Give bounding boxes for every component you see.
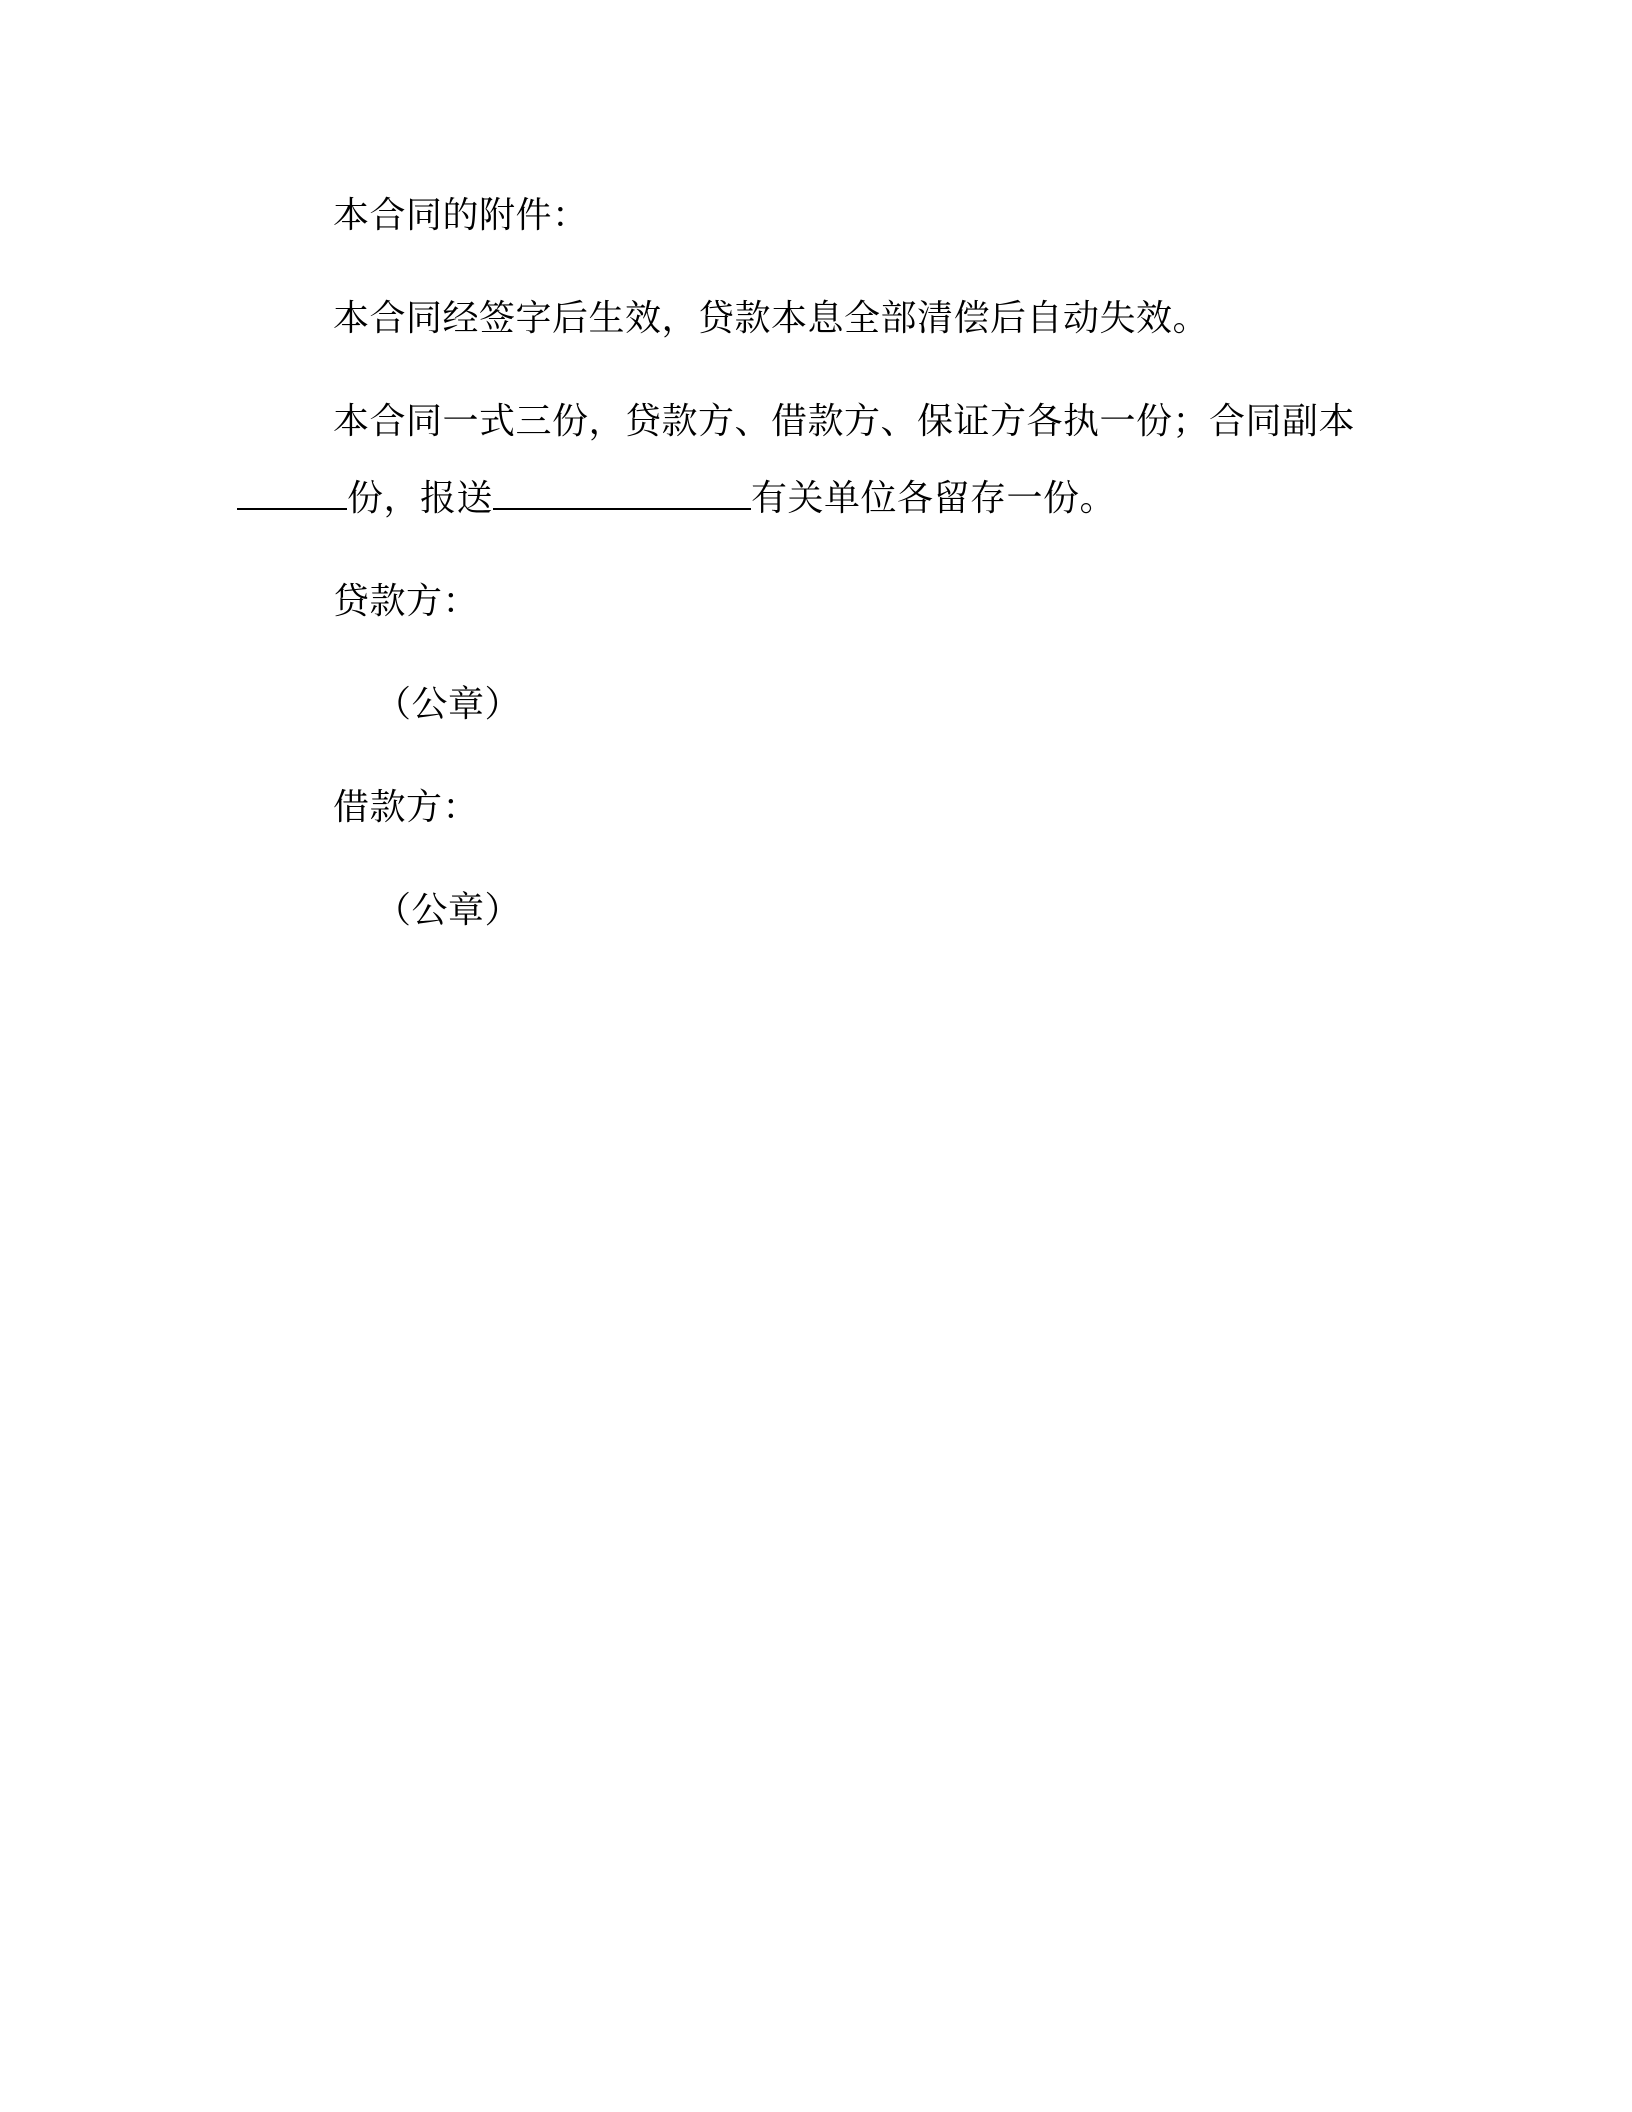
copies-line-2	[237, 477, 1116, 521]
copies-count-blank	[237, 478, 347, 510]
attachments-line: 本合同的附件：	[333, 195, 589, 236]
recipient-blank	[493, 478, 751, 510]
lender-seal: （公章）	[375, 684, 522, 725]
lender-label: 贷款方：	[333, 581, 480, 622]
copies-line-1: 本合同一式三份，贷款方、借款方、保证方各执一份；合同副本	[333, 401, 1356, 442]
borrower-seal: （公章）	[375, 890, 522, 931]
copies-line-2-part-b: 有关单位各留存一份。	[751, 478, 1117, 519]
borrower-label: 借款方：	[333, 787, 480, 828]
effect-line: 本合同经签字后生效，贷款本息全部清偿后自动失效。	[333, 298, 1210, 339]
copies-line-2-part-a: 份，报送	[347, 478, 494, 519]
